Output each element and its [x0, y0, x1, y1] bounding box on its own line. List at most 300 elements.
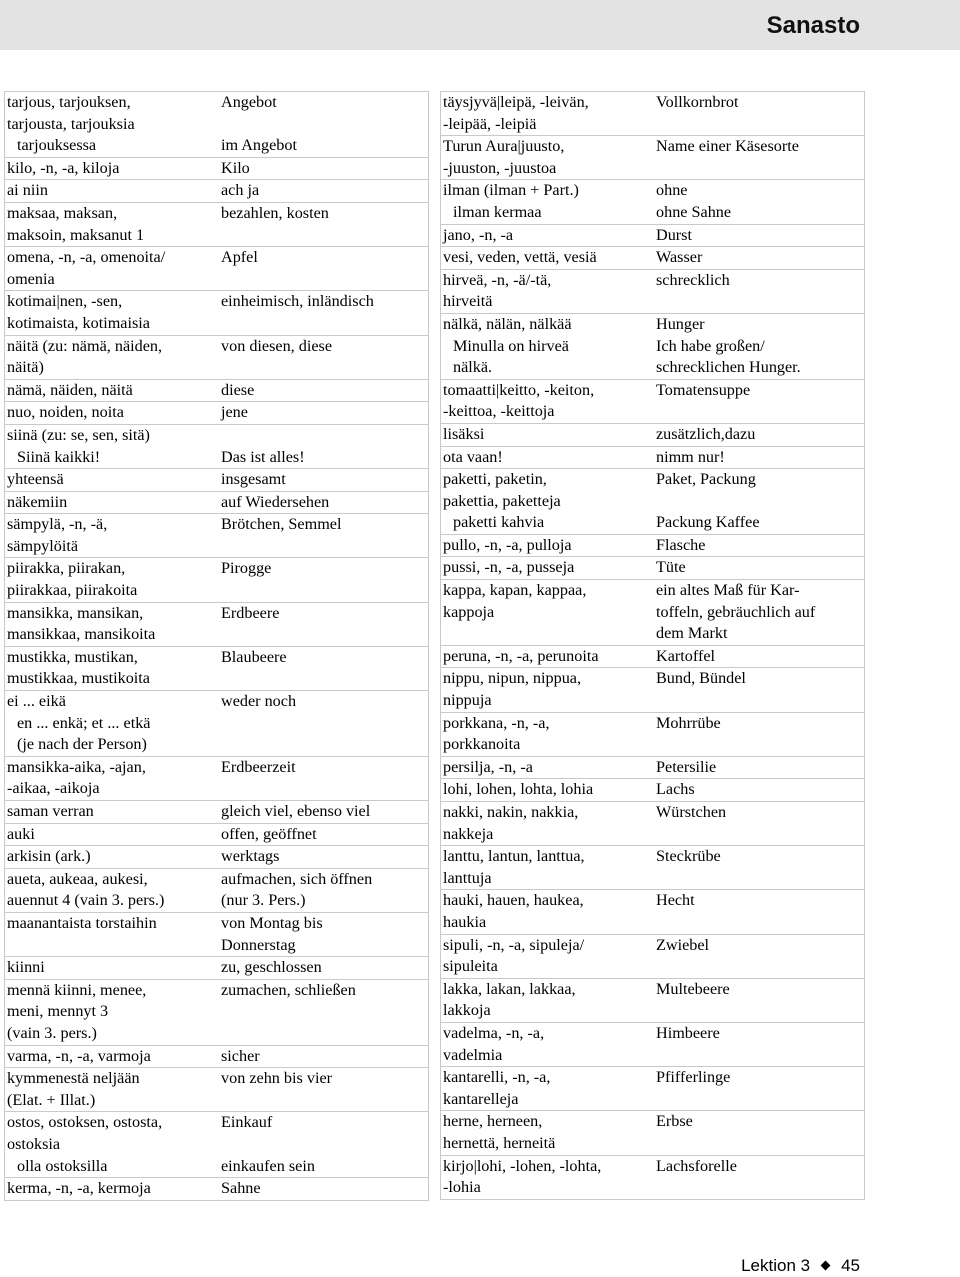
term-line: weder noch [221, 692, 297, 711]
german-translation [651, 224, 865, 247]
finnish-term [5, 379, 217, 402]
finnish-term [5, 646, 217, 690]
term-line: hirveä, -n, -ä/-tä, [443, 270, 552, 289]
german-translation [216, 868, 429, 912]
term-line: kantarelleja [443, 1089, 519, 1108]
finnish-term [441, 580, 652, 646]
term-line [221, 114, 426, 136]
vocab-row [441, 269, 865, 313]
term-line: olla ostoksilla [17, 1156, 108, 1175]
vocab-table-left [4, 91, 429, 1201]
vocab-row [441, 1111, 865, 1155]
term-line: im Angebot [221, 136, 297, 155]
term-line: siinä (zu: se, sen, sitä) [7, 425, 150, 444]
german-translation [216, 202, 429, 246]
diamond-icon [821, 1261, 831, 1271]
term-line: Paket, Packung [656, 470, 756, 489]
term-line: Pirogge [221, 559, 272, 578]
vocab-row [5, 202, 429, 246]
term-line [656, 1089, 862, 1111]
term-line: arkisin (ark.) [7, 847, 91, 866]
german-translation [216, 1112, 429, 1178]
term-line: schrecklichen Hunger. [656, 358, 801, 377]
vocab-row [441, 846, 865, 890]
header-band [0, 0, 960, 50]
german-translation [216, 247, 429, 291]
german-translation [651, 645, 865, 668]
term-line: Angebot [221, 93, 277, 111]
finnish-term [5, 291, 217, 335]
term-line: einheimisch, inländisch [221, 292, 374, 311]
finnish-term [5, 1045, 217, 1068]
term-line: Das ist alles! [221, 447, 305, 466]
term-line: nippu, nipun, nippua, [443, 669, 582, 688]
term-line: maanantaista torstaihin [7, 913, 157, 932]
term-line: vesi, veden, vettä, vesiä [443, 248, 597, 267]
term-line: lohi, lohen, lohta, lohia [443, 780, 594, 799]
term-line: (vain 3. pers.) [7, 1023, 97, 1042]
term-line [221, 713, 426, 735]
vocab-row [441, 934, 865, 978]
term-line: pussi, -n, -a, pusseja [443, 558, 575, 577]
term-line: Turun Aura|juusto, [443, 137, 565, 156]
finnish-term [441, 446, 652, 469]
term-line: omenia [7, 269, 55, 288]
term-line: kerma, -n, -a, kermoja [7, 1179, 151, 1198]
german-translation [651, 1022, 865, 1066]
vocab-row [5, 1178, 429, 1201]
term-line: zu, geschlossen [221, 958, 322, 977]
vocab-row [5, 291, 429, 335]
term-line: aueta, aukeaa, aukesi, [7, 869, 148, 888]
german-translation [651, 269, 865, 313]
term-line [221, 778, 426, 800]
finnish-term [441, 469, 652, 535]
vocab-row [441, 1155, 865, 1199]
term-line: Apfel [221, 248, 258, 267]
term-line: -leipää, -leipiä [443, 114, 537, 133]
finnish-term [441, 224, 652, 247]
term-line: kymmenestä neljään [7, 1069, 140, 1088]
page-footer [741, 1256, 860, 1276]
vocab-row [441, 668, 865, 712]
vocab-row [441, 802, 865, 846]
german-translation [651, 802, 865, 846]
vocab-row [441, 92, 865, 136]
vocab-row [5, 335, 429, 379]
vocab-row [5, 979, 429, 1045]
vocab-row [441, 446, 865, 469]
german-translation [216, 514, 429, 558]
term-line: (je nach der Person) [17, 735, 147, 754]
german-translation [216, 1068, 429, 1112]
finnish-term [5, 1178, 217, 1201]
term-line: ostoksia [7, 1134, 61, 1153]
term-line: sipuli, -n, -a, sipuleja/ [443, 935, 585, 954]
term-line: persilja, -n, -a [443, 757, 533, 776]
term-line [656, 1133, 862, 1155]
term-line: offen, geöffnet [221, 824, 317, 843]
term-line: ostos, ostoksen, ostosta, [7, 1113, 163, 1132]
vocab-row [441, 247, 865, 270]
vocab-row [5, 912, 429, 956]
finnish-term [5, 157, 217, 180]
finnish-term [441, 247, 652, 270]
german-translation [216, 379, 429, 402]
term-line: auki [7, 824, 35, 843]
term-line: ai niin [7, 181, 48, 200]
term-line: aufmachen, sich öffnen [221, 869, 373, 888]
german-translation [216, 602, 429, 646]
german-translation [651, 1067, 865, 1111]
german-translation [216, 558, 429, 602]
german-translation [651, 580, 865, 646]
term-line: Würstchen [656, 803, 727, 821]
term-line: einkaufen sein [221, 1156, 315, 1175]
term-line: von diesen, diese [221, 336, 333, 355]
finnish-term [441, 92, 652, 136]
finnish-term [5, 1068, 217, 1112]
german-translation [216, 491, 429, 514]
term-line: omena, -n, -a, omenoita/ [7, 248, 166, 267]
finnish-term [5, 402, 217, 425]
term-line: Donnerstag [221, 935, 296, 954]
finnish-term [5, 514, 217, 558]
vocab-row [5, 846, 429, 869]
german-translation [651, 846, 865, 890]
term-line: Petersilie [656, 757, 717, 776]
vocab-row [5, 379, 429, 402]
term-line: Sahne [221, 1179, 261, 1198]
vocab-row [441, 779, 865, 802]
vocab-row [441, 423, 865, 446]
finnish-term [5, 92, 217, 158]
term-line: nuo, noiden, noita [7, 403, 124, 422]
term-line: porkkanoita [443, 735, 521, 754]
vocab-row [5, 247, 429, 291]
term-line [656, 401, 862, 423]
vocab-row [441, 180, 865, 224]
finnish-term [5, 180, 217, 203]
finnish-term [441, 712, 652, 756]
term-line: tarjouksessa [17, 136, 97, 155]
finnish-term [441, 534, 652, 557]
term-line: näitä (zu: nämä, näiden, [7, 336, 163, 355]
term-line: mustikkaa, mustikoita [7, 669, 150, 688]
term-line [656, 1177, 862, 1199]
term-line: (nur 3. Pers.) [221, 891, 306, 910]
term-line: vadelma, -n, -a, [443, 1023, 545, 1042]
term-line [443, 623, 649, 645]
vocab-row [5, 1112, 429, 1178]
term-line: toffeln, gebräuchlich auf [656, 602, 816, 621]
term-line: tarjous, tarjouksen, [7, 93, 131, 111]
vocab-row [441, 978, 865, 1022]
term-line: Lachsforelle [656, 1156, 737, 1175]
term-line [221, 580, 426, 602]
term-line: maksoin, maksanut 1 [7, 225, 145, 244]
finnish-term [441, 934, 652, 978]
term-line: Himbeere [656, 1023, 720, 1042]
finnish-term [441, 779, 652, 802]
term-line [221, 624, 426, 646]
vocab-row [5, 92, 429, 158]
vocab-row [441, 224, 865, 247]
term-line: maksaa, maksan, [7, 203, 118, 222]
german-translation [651, 1111, 865, 1155]
term-line: zumachen, schließen [221, 980, 356, 999]
term-line: nämä, näiden, näitä [7, 380, 133, 399]
vocab-row [441, 534, 865, 557]
vocab-row [441, 1022, 865, 1066]
term-line: kappa, kapan, kappaa, [443, 581, 587, 600]
finnish-term [441, 1155, 652, 1199]
german-translation [651, 446, 865, 469]
term-line: -juuston, -juustoa [443, 158, 557, 177]
term-line: kotimaista, kotimaisia [7, 313, 150, 332]
finnish-term [5, 491, 217, 514]
term-line: bezahlen, kosten [221, 203, 329, 222]
german-translation [216, 335, 429, 379]
term-line: saman verran [7, 802, 94, 820]
term-line: nälkä, nälän, nälkää [443, 314, 572, 333]
term-line: Brötchen, Semmel [221, 515, 342, 534]
vocab-row [441, 1067, 865, 1111]
finnish-term [441, 557, 652, 580]
term-line: Erdbeerzeit [221, 757, 296, 776]
finnish-term [441, 136, 652, 180]
term-line: lanttuja [443, 868, 492, 887]
term-line: Tüte [656, 558, 686, 577]
german-translation [651, 534, 865, 557]
term-line [656, 690, 862, 712]
term-line: Multebeere [656, 979, 730, 998]
term-line: haukia [443, 912, 487, 931]
finnish-term [5, 335, 217, 379]
term-line: näitä) [7, 358, 44, 377]
german-translation [216, 291, 429, 335]
term-line: Lachs [656, 780, 695, 799]
term-line: Erbse [656, 1112, 693, 1131]
vocab-row [441, 313, 865, 379]
term-line: mansikka-aika, -ajan, [7, 757, 146, 776]
term-line: kotimai|nen, -sen, [7, 292, 123, 311]
vocab-row [5, 868, 429, 912]
term-line: nälkä. [453, 358, 493, 377]
term-line: hernettä, herneitä [443, 1133, 556, 1152]
term-line [656, 491, 862, 513]
vocab-row [5, 646, 429, 690]
term-line [221, 536, 426, 558]
term-line [221, 425, 426, 447]
vocab-row [5, 1068, 429, 1112]
term-line: kilo, -n, -a, kiloja [7, 158, 120, 177]
finnish-term [441, 180, 652, 224]
term-line: hauki, hauen, haukea, [443, 891, 584, 910]
term-line: Packung Kaffee [656, 513, 760, 532]
term-line: mansikka, mansikan, [7, 603, 144, 622]
term-line [221, 225, 426, 247]
term-line: zusätzlich,dazu [656, 424, 756, 443]
vocab-row [441, 557, 865, 580]
term-line: kirjo|lohi, -lohen, -lohta, [443, 1156, 602, 1175]
german-translation [651, 423, 865, 446]
term-line: vadelmia [443, 1045, 503, 1064]
term-line [656, 158, 862, 180]
term-line [656, 912, 862, 934]
term-line: Hecht [656, 891, 695, 910]
finnish-term [5, 957, 217, 980]
vocab-row [5, 157, 429, 180]
term-line: yhteensä [7, 470, 64, 489]
term-line: auf Wiedersehen [221, 492, 330, 511]
german-translation [651, 1155, 865, 1199]
term-line [656, 114, 862, 136]
term-line: pullo, -n, -a, pulloja [443, 535, 572, 554]
vocab-row [5, 514, 429, 558]
vocab-row [5, 801, 429, 824]
term-line: tarjousta, tarjouksia [7, 114, 135, 133]
term-line: porkkana, -n, -a, [443, 713, 550, 732]
finnish-term [441, 1022, 652, 1066]
german-translation [216, 92, 429, 158]
term-line [656, 1045, 862, 1067]
german-translation [216, 756, 429, 800]
term-line [221, 313, 426, 335]
term-line [7, 935, 214, 957]
vocab-row [441, 645, 865, 668]
vocab-row [5, 1045, 429, 1068]
term-line: Kartoffel [656, 646, 716, 665]
german-translation [216, 957, 429, 980]
finnish-term [441, 1111, 652, 1155]
term-line: kiinni [7, 958, 45, 977]
term-line: paketti kahvia [453, 513, 545, 532]
term-line: lanttu, lantun, lanttua, [443, 847, 585, 866]
term-line [656, 1000, 862, 1022]
finnish-term [441, 379, 652, 423]
german-translation [216, 424, 429, 468]
finnish-term [441, 645, 652, 668]
term-line: Siinä kaikki! [17, 447, 101, 466]
finnish-term [441, 269, 652, 313]
term-line: tomaatti|keitto, -keiton, [443, 380, 595, 399]
term-line [656, 868, 862, 890]
term-line: Bund, Bündel [656, 669, 746, 688]
term-line: lakkoja [443, 1001, 491, 1020]
finnish-term [5, 823, 217, 846]
german-translation [216, 1178, 429, 1201]
finnish-term [5, 424, 217, 468]
finnish-term [5, 558, 217, 602]
finnish-term [441, 313, 652, 379]
finnish-term [5, 202, 217, 246]
term-line: varma, -n, -a, varmoja [7, 1046, 151, 1065]
term-line [221, 1090, 426, 1112]
term-line: Ich habe großen/ [656, 336, 765, 355]
vocab-row [5, 602, 429, 646]
term-line: kappoja [443, 602, 495, 621]
german-translation [216, 691, 429, 757]
finnish-term [5, 247, 217, 291]
finnish-term [441, 756, 652, 779]
term-line: piirakka, piirakan, [7, 559, 126, 578]
finnish-term [5, 1112, 217, 1178]
term-line: (Elat. + Illat.) [7, 1090, 96, 1109]
german-translation [216, 801, 429, 824]
term-line: Mohrrübe [656, 713, 721, 732]
german-translation [651, 978, 865, 1022]
term-line [221, 269, 426, 291]
term-line: ilman kermaa [453, 202, 542, 221]
term-line: ei ... eikä [7, 692, 66, 711]
term-line: paketti, paketin, [443, 470, 547, 489]
vocab-row [441, 379, 865, 423]
vocab-row [441, 136, 865, 180]
page-title: Sanasto [766, 12, 860, 39]
term-line: ohne Sahne [656, 202, 732, 221]
german-translation [651, 934, 865, 978]
term-line: lakka, lakan, lakkaa, [443, 979, 576, 998]
finnish-term [5, 912, 217, 956]
vocab-row [441, 712, 865, 756]
german-translation [651, 92, 865, 136]
term-line: herne, herneen, [443, 1112, 543, 1131]
term-line: Zwiebel [656, 935, 710, 954]
term-line: diese [221, 380, 255, 399]
finnish-term [5, 756, 217, 800]
term-line: -lohia [443, 1178, 481, 1197]
german-translation [216, 1045, 429, 1068]
term-line [221, 1023, 426, 1045]
german-translation [216, 912, 429, 956]
vocab-row [5, 756, 429, 800]
term-line: Blaubeere [221, 647, 287, 666]
term-line: kantarelli, -n, -a, [443, 1068, 551, 1087]
term-line: ach ja [221, 181, 260, 200]
term-line: insgesamt [221, 470, 286, 489]
term-line [221, 734, 426, 756]
term-line: auennut 4 (vain 3. pers.) [7, 891, 165, 910]
german-translation [216, 979, 429, 1045]
term-line: gleich viel, ebenso viel [221, 802, 371, 820]
vocab-row [5, 469, 429, 492]
term-line: von Montag bis [221, 913, 323, 932]
term-line: lisäksi [443, 424, 485, 443]
vocab-row [5, 424, 429, 468]
vocab-row [5, 823, 429, 846]
finnish-term [441, 802, 652, 846]
term-line: sämpylöitä [7, 536, 79, 555]
vocab-row [5, 402, 429, 425]
german-translation [651, 379, 865, 423]
term-line: hirveitä [443, 292, 493, 311]
term-line: Durst [656, 225, 692, 244]
term-line [656, 291, 862, 313]
term-line: ein altes Maß für Kar- [656, 581, 800, 600]
german-translation [651, 712, 865, 756]
term-line: dem Markt [656, 624, 728, 643]
finnish-term [5, 469, 217, 492]
term-line: Tomatensuppe [656, 380, 751, 399]
finnish-term [5, 691, 217, 757]
term-line: ota vaan! [443, 447, 503, 466]
term-line [221, 1134, 426, 1156]
term-line: Minulla on hirveä [453, 336, 569, 355]
term-line: pakettia, paketteja [443, 491, 561, 510]
german-translation [651, 557, 865, 580]
vocab-row [5, 558, 429, 602]
